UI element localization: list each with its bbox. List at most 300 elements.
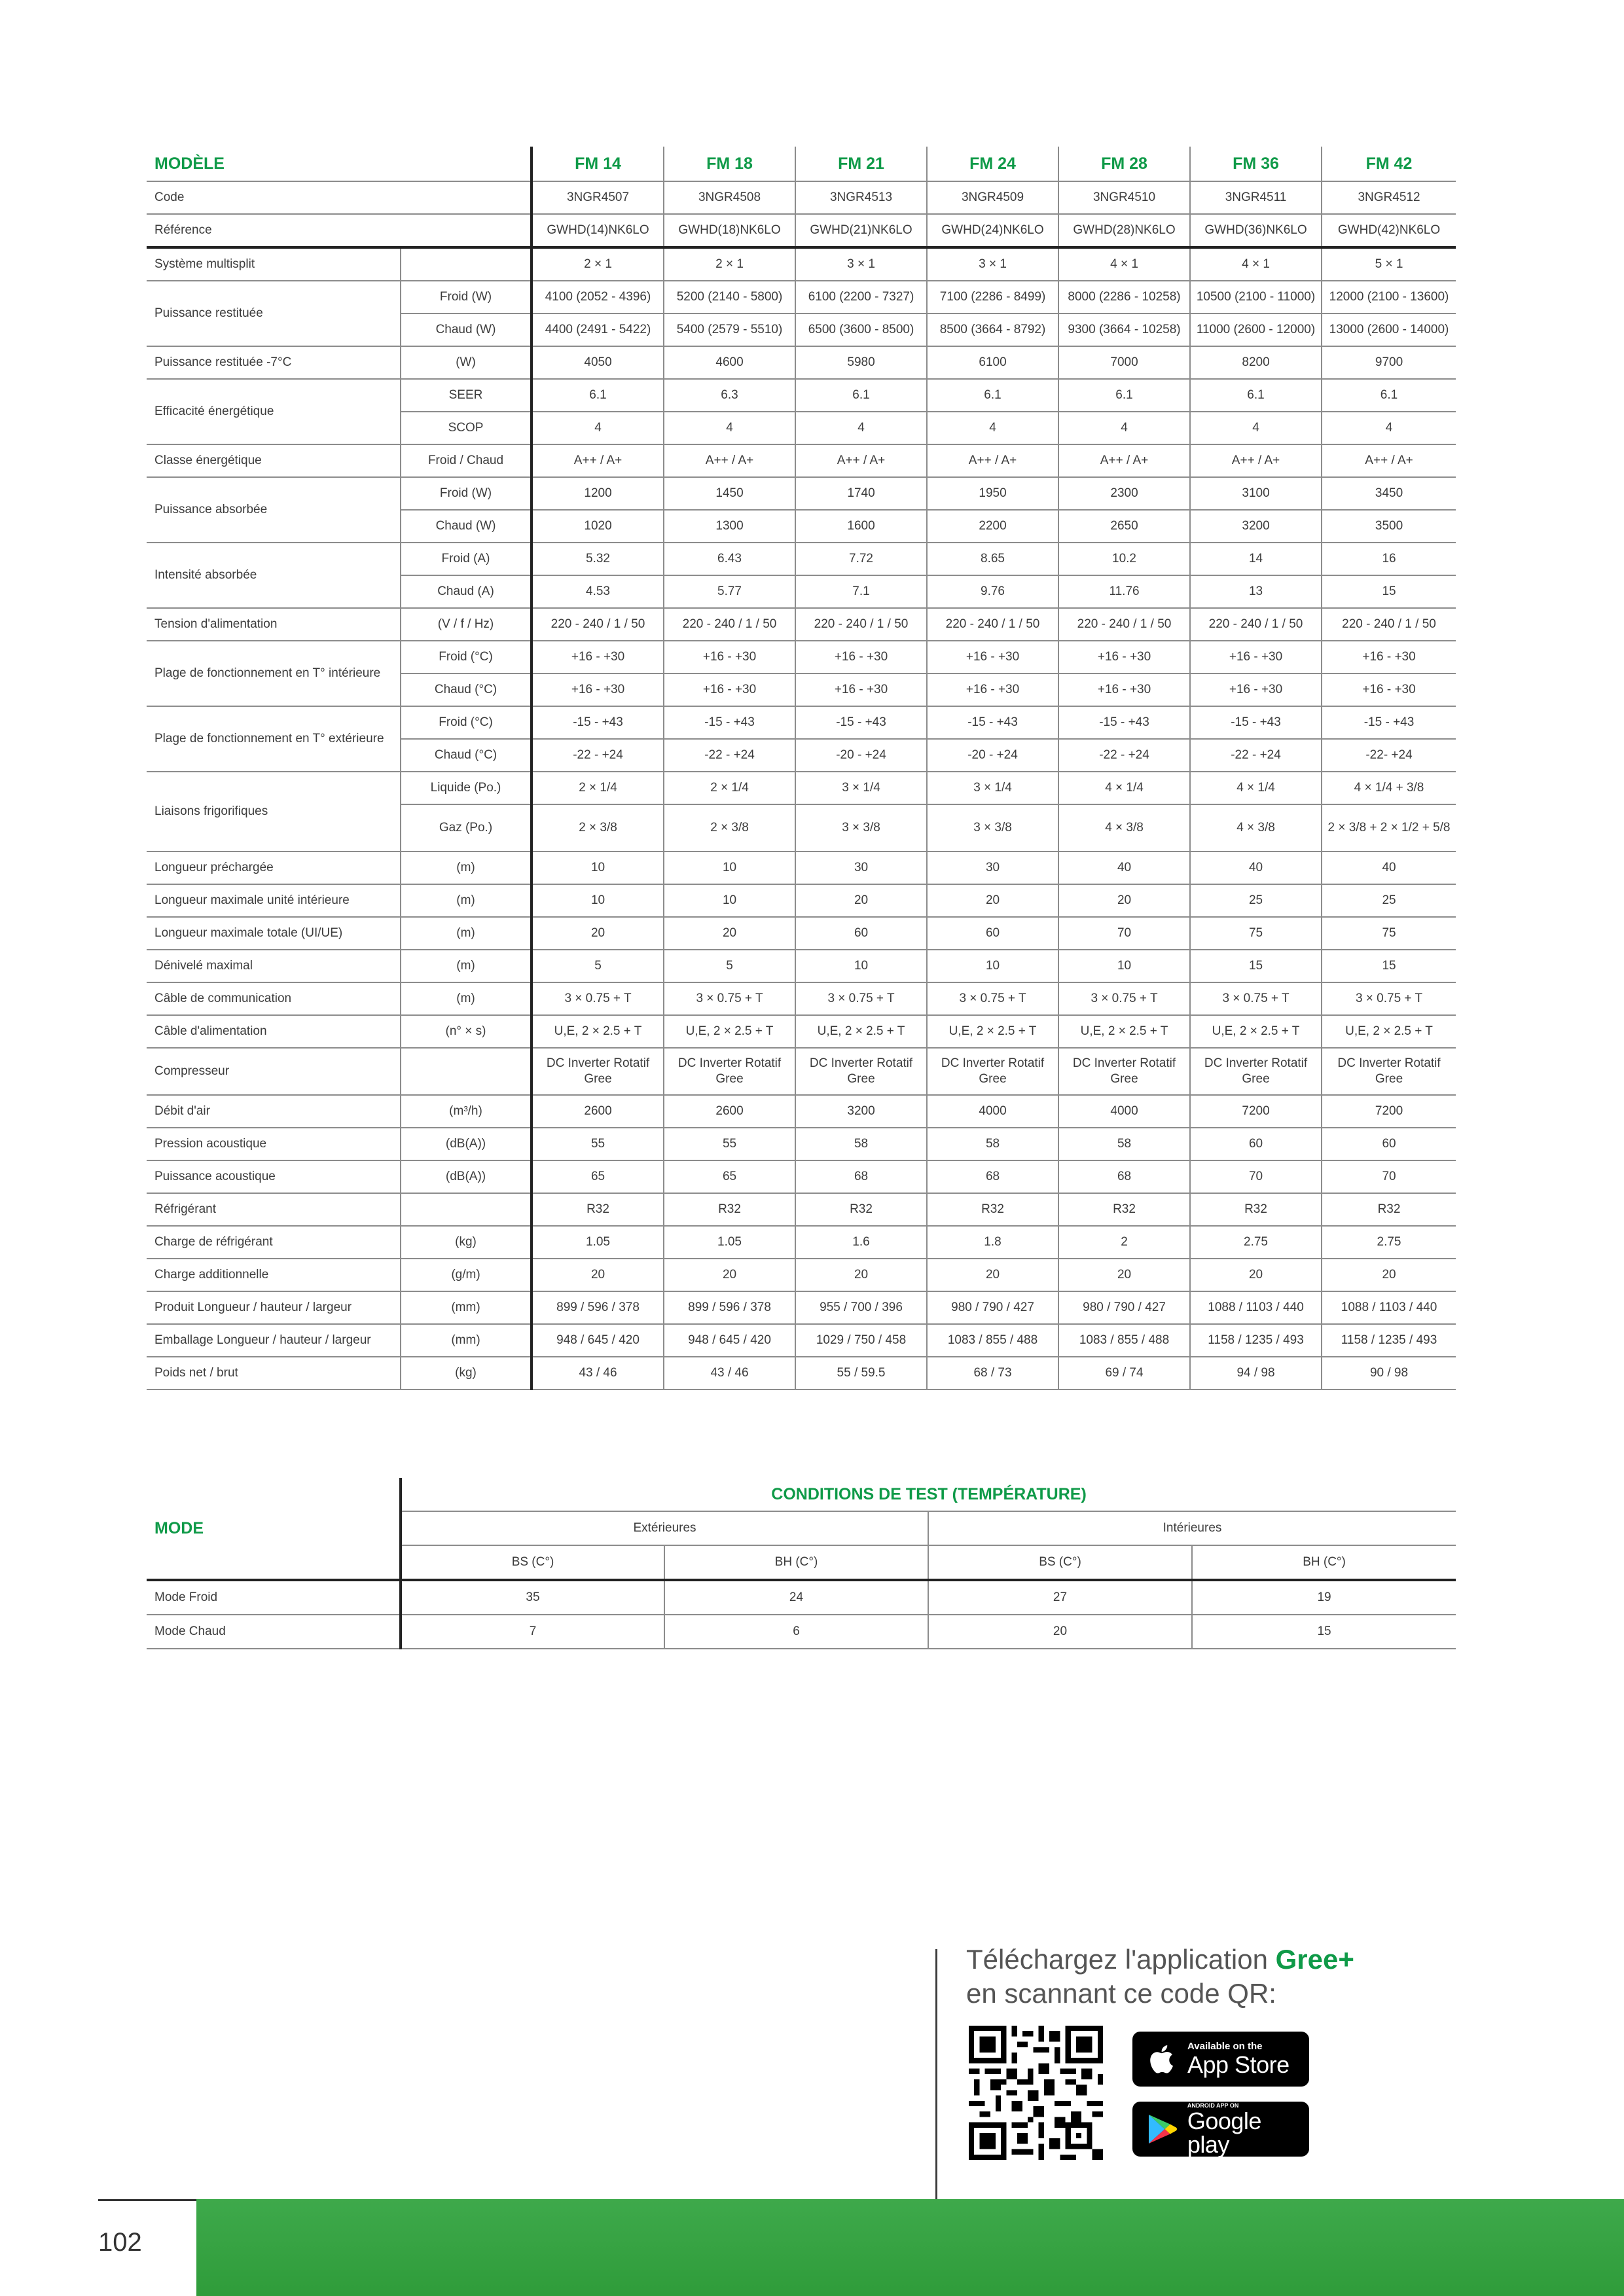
cell-value: 30 xyxy=(927,852,1058,884)
cell-value: GWHD(42)NK6LO xyxy=(1322,214,1456,247)
row-unit: Chaud (W) xyxy=(401,314,532,346)
cell-value: -22 - +24 xyxy=(1058,739,1190,772)
cell-value: 68 xyxy=(927,1160,1058,1193)
cell-value: 68 xyxy=(1058,1160,1190,1193)
reference-row xyxy=(147,214,1456,247)
cell-value: 58 xyxy=(1058,1128,1190,1160)
cell-value: 2 × 1 xyxy=(664,247,795,281)
cell-value: +16 - +30 xyxy=(1190,673,1322,706)
cell-value: 4 × 1 xyxy=(1190,247,1322,281)
cell-value: 980 / 790 / 427 xyxy=(1058,1291,1190,1324)
cell-value: 15 xyxy=(1322,950,1456,982)
row-unit: (m) xyxy=(401,852,532,884)
cell-value: 5200 (2140 - 5800) xyxy=(664,281,795,314)
cell-value: 1088 / 1103 / 440 xyxy=(1190,1291,1322,1324)
row-label: Efficacité énergétique xyxy=(147,379,401,444)
cell-value: 3 × 3/8 xyxy=(927,804,1058,852)
cell-value: 20 xyxy=(1058,884,1190,917)
subheader-label: BH (C°) xyxy=(664,1545,928,1580)
cell-value: 5.77 xyxy=(664,575,795,608)
cell-value: DC Inverter Rotatif Gree xyxy=(1058,1048,1190,1095)
row-unit: Froid (W) xyxy=(401,477,532,510)
row-unit xyxy=(401,1193,532,1226)
cell-value: 1300 xyxy=(664,510,795,543)
cell-value: 7 xyxy=(401,1615,664,1649)
cell-value: 8200 xyxy=(1190,346,1322,379)
cell-value: 4.53 xyxy=(532,575,664,608)
cell-value: 3NGR4513 xyxy=(795,181,927,214)
row-unit xyxy=(401,1048,532,1095)
cell-value: 65 xyxy=(664,1160,795,1193)
row-unit: SEER xyxy=(401,379,532,412)
spec-row xyxy=(147,982,1456,1015)
cell-value: -22 - +24 xyxy=(1190,739,1322,772)
spec-row xyxy=(147,608,1456,641)
cell-value: 980 / 790 / 427 xyxy=(927,1291,1058,1324)
cell-value: 1.05 xyxy=(664,1226,795,1259)
cell-value: 20 xyxy=(927,1259,1058,1291)
cell-value: 3 × 0.75 + T xyxy=(1322,982,1456,1015)
cell-value: 43 / 46 xyxy=(664,1357,795,1390)
cell-value: 2 xyxy=(1058,1226,1190,1259)
row-unit: Froid / Chaud xyxy=(401,444,532,477)
cell-value: +16 - +30 xyxy=(1322,673,1456,706)
cell-value: 899 / 596 / 378 xyxy=(532,1291,664,1324)
cell-value: 75 xyxy=(1190,917,1322,950)
cell-value: 220 - 240 / 1 / 50 xyxy=(795,608,927,641)
cell-value: 4 × 3/8 xyxy=(1190,804,1322,852)
cell-value: 3NGR4512 xyxy=(1322,181,1456,214)
cell-value: 10 xyxy=(927,950,1058,982)
cell-value: 2 × 3/8 + 2 × 1/2 + 5/8 xyxy=(1322,804,1456,852)
cell-value: R32 xyxy=(1058,1193,1190,1226)
row-unit: (kg) xyxy=(401,1357,532,1390)
cell-value: 9700 xyxy=(1322,346,1456,379)
cell-value: -22- +24 xyxy=(1322,739,1456,772)
row-unit: (dB(A)) xyxy=(401,1160,532,1193)
spec-row xyxy=(147,281,1456,314)
cell-value: 27 xyxy=(928,1580,1192,1615)
test-conditions-title: CONDITIONS DE TEST (TEMPÉRATURE) xyxy=(401,1478,1456,1511)
app-store-text xyxy=(1187,2041,1290,2077)
specifications-table xyxy=(147,147,1456,1390)
cell-value: -15 - +43 xyxy=(1058,706,1190,739)
row-label: Emballage Longueur / hauteur / largeur xyxy=(147,1324,401,1357)
cell-value: 4600 xyxy=(664,346,795,379)
cell-value: 8.65 xyxy=(927,543,1058,575)
cell-value: 3 × 0.75 + T xyxy=(1190,982,1322,1015)
cell-value: 69 / 74 xyxy=(1058,1357,1190,1390)
cell-value: 4050 xyxy=(532,346,664,379)
spec-row xyxy=(147,1048,1456,1095)
cell-value: DC Inverter Rotatif Gree xyxy=(1190,1048,1322,1095)
cell-value: 19 xyxy=(1192,1580,1456,1615)
cell-value: 90 / 98 xyxy=(1322,1357,1456,1390)
cell-value: 20 xyxy=(927,884,1058,917)
row-unit: SCOP xyxy=(401,412,532,444)
cell-value: 3200 xyxy=(795,1095,927,1128)
row-unit: (m) xyxy=(401,950,532,982)
cell-value: 3450 xyxy=(1322,477,1456,510)
row-unit: Froid (°C) xyxy=(401,641,532,673)
cell-value: 3 × 1/4 xyxy=(795,772,927,804)
cell-value: -20 - +24 xyxy=(927,739,1058,772)
cell-value: U,E, 2 × 2.5 + T xyxy=(927,1015,1058,1048)
cell-value: 6.1 xyxy=(927,379,1058,412)
cell-value: 3 × 1 xyxy=(927,247,1058,281)
cell-value: 14 xyxy=(1190,543,1322,575)
spec-row xyxy=(147,1128,1456,1160)
row-label: Longueur maximale totale (UI/UE) xyxy=(147,917,401,950)
row-unit: Liquide (Po.) xyxy=(401,772,532,804)
cell-value: 11.76 xyxy=(1058,575,1190,608)
cell-value: 12000 (2100 - 13600) xyxy=(1322,281,1456,314)
cell-value: DC Inverter Rotatif Gree xyxy=(795,1048,927,1095)
cell-value: U,E, 2 × 2.5 + T xyxy=(1190,1015,1322,1048)
row-unit: Gaz (Po.) xyxy=(401,804,532,852)
row-label: Câble d'alimentation xyxy=(147,1015,401,1048)
cell-value: 20 xyxy=(1058,1259,1190,1291)
footer-line xyxy=(98,2199,196,2201)
cell-value: A++ / A+ xyxy=(927,444,1058,477)
spec-row xyxy=(147,346,1456,379)
cell-value: 7100 (2286 - 8499) xyxy=(927,281,1058,314)
cell-value: GWHD(18)NK6LO xyxy=(664,214,795,247)
cell-value: 2600 xyxy=(532,1095,664,1128)
cell-value: 2650 xyxy=(1058,510,1190,543)
cell-value: DC Inverter Rotatif Gree xyxy=(927,1048,1058,1095)
cell-value: 9.76 xyxy=(927,575,1058,608)
row-label: Produit Longueur / hauteur / largeur xyxy=(147,1291,401,1324)
cell-value: -15 - +43 xyxy=(1322,706,1456,739)
row-unit: (mm) xyxy=(401,1324,532,1357)
cell-value: 13 xyxy=(1190,575,1322,608)
cell-value: 6.43 xyxy=(664,543,795,575)
google-play-small-text: ANDROID APP ON xyxy=(1187,2102,1239,2109)
app-brand: Gree+ xyxy=(1275,1944,1354,1975)
row-unit: Chaud (°C) xyxy=(401,673,532,706)
spec-row xyxy=(147,917,1456,950)
cell-value: -20 - +24 xyxy=(795,739,927,772)
cell-value: 1158 / 1235 / 493 xyxy=(1190,1324,1322,1357)
spec-row xyxy=(147,772,1456,804)
row-label: Longueur préchargée xyxy=(147,852,401,884)
spec-row xyxy=(147,1095,1456,1128)
row-label: Débit d'air xyxy=(147,1095,401,1128)
cell-value: 3NGR4510 xyxy=(1058,181,1190,214)
cell-value: 60 xyxy=(1190,1128,1322,1160)
cell-value: +16 - +30 xyxy=(1058,641,1190,673)
group-label: Extérieures xyxy=(401,1511,928,1545)
cell-value: 948 / 645 / 420 xyxy=(532,1324,664,1357)
cell-value: 2 × 3/8 xyxy=(664,804,795,852)
cell-value: 4 xyxy=(1322,412,1456,444)
row-unit: (mm) xyxy=(401,1291,532,1324)
cell-value: 6.1 xyxy=(1190,379,1322,412)
cell-value: 4 × 1/4 xyxy=(1190,772,1322,804)
cell-value: 5 xyxy=(532,950,664,982)
row-label: Puissance absorbée xyxy=(147,477,401,543)
row-label: Plage de fonctionnement en T° extérieure xyxy=(147,706,401,772)
cell-value: -15 - +43 xyxy=(664,706,795,739)
cell-value: 1600 xyxy=(795,510,927,543)
google-play-badge[interactable] xyxy=(1132,2102,1309,2157)
cell-value: +16 - +30 xyxy=(927,673,1058,706)
cell-value: 6500 (3600 - 8500) xyxy=(795,314,927,346)
cell-value: +16 - +30 xyxy=(1322,641,1456,673)
group-label: Intérieures xyxy=(928,1511,1456,1545)
cell-value: -15 - +43 xyxy=(1190,706,1322,739)
app-store-small-text: Available on the xyxy=(1187,2041,1263,2052)
cell-value: 4 xyxy=(1190,412,1322,444)
model-name: FM 36 xyxy=(1190,147,1322,181)
cell-value: 7200 xyxy=(1190,1095,1322,1128)
cell-value: A++ / A+ xyxy=(1190,444,1322,477)
cell-value: 10 xyxy=(664,852,795,884)
row-unit: Froid (W) xyxy=(401,281,532,314)
cell-value: GWHD(14)NK6LO xyxy=(532,214,664,247)
cell-value: 7000 xyxy=(1058,346,1190,379)
cell-value: 20 xyxy=(795,884,927,917)
cell-value: 3 × 0.75 + T xyxy=(532,982,664,1015)
spec-row xyxy=(147,1226,1456,1259)
spec-row xyxy=(147,1357,1456,1390)
cell-value: 5980 xyxy=(795,346,927,379)
cell-value: 2.75 xyxy=(1190,1226,1322,1259)
cell-value: 70 xyxy=(1190,1160,1322,1193)
cell-value: 6.1 xyxy=(1058,379,1190,412)
cell-value: 2300 xyxy=(1058,477,1190,510)
cell-value: 10.2 xyxy=(1058,543,1190,575)
cell-value: 65 xyxy=(532,1160,664,1193)
cell-value: R32 xyxy=(664,1193,795,1226)
row-unit: (m³/h) xyxy=(401,1095,532,1128)
row-label: Système multisplit xyxy=(147,247,401,281)
cell-value: -15 - +43 xyxy=(795,706,927,739)
row-label: Poids net / brut xyxy=(147,1357,401,1390)
spec-row xyxy=(147,1160,1456,1193)
cell-value: 58 xyxy=(795,1128,927,1160)
cell-value: 955 / 700 / 396 xyxy=(795,1291,927,1324)
cell-value: +16 - +30 xyxy=(532,641,664,673)
cell-value: 5.32 xyxy=(532,543,664,575)
cell-value: 3500 xyxy=(1322,510,1456,543)
cell-value: 10 xyxy=(1058,950,1190,982)
row-unit: Froid (°C) xyxy=(401,706,532,739)
cell-value: 30 xyxy=(795,852,927,884)
cell-value: U,E, 2 × 2.5 + T xyxy=(664,1015,795,1048)
row-label: Pression acoustique xyxy=(147,1128,401,1160)
spec-row xyxy=(147,247,1456,281)
cell-value: 6 xyxy=(664,1615,928,1649)
cell-value: 220 - 240 / 1 / 50 xyxy=(532,608,664,641)
cell-value: GWHD(36)NK6LO xyxy=(1190,214,1322,247)
cell-value: 4 xyxy=(795,412,927,444)
cell-value: R32 xyxy=(927,1193,1058,1226)
cell-value: 11000 (2600 - 12000) xyxy=(1190,314,1322,346)
cell-value: 68 / 73 xyxy=(927,1357,1058,1390)
row-unit: (n° × s) xyxy=(401,1015,532,1048)
cell-value: R32 xyxy=(1322,1193,1456,1226)
model-name: FM 42 xyxy=(1322,147,1456,181)
row-label: Longueur maximale unité intérieure xyxy=(147,884,401,917)
spec-row xyxy=(147,641,1456,673)
cell-value: 6100 (2200 - 7327) xyxy=(795,281,927,314)
row-label: Classe énergétique xyxy=(147,444,401,477)
cell-value: 1950 xyxy=(927,477,1058,510)
cell-value: 55 / 59.5 xyxy=(795,1357,927,1390)
cell-value: U,E, 2 × 2.5 + T xyxy=(795,1015,927,1048)
row-label: Intensité absorbée xyxy=(147,543,401,608)
app-store-badge[interactable] xyxy=(1132,2032,1309,2087)
cell-value: 6.1 xyxy=(795,379,927,412)
cell-value: 6100 xyxy=(927,346,1058,379)
cell-value: 3 × 1 xyxy=(795,247,927,281)
code-row xyxy=(147,181,1456,214)
row-unit: (V / f / Hz) xyxy=(401,608,532,641)
row-label: Liaisons frigorifiques xyxy=(147,772,401,852)
row-label: Câble de communication xyxy=(147,982,401,1015)
cell-value: 68 xyxy=(795,1160,927,1193)
cell-value: 1.8 xyxy=(927,1226,1058,1259)
cell-value: 40 xyxy=(1322,852,1456,884)
test-conditions-table xyxy=(147,1478,1456,1649)
cell-value: -22 - +24 xyxy=(664,739,795,772)
cell-value: 6.3 xyxy=(664,379,795,412)
cell-value: 3 × 3/8 xyxy=(795,804,927,852)
cell-value: U,E, 2 × 2.5 + T xyxy=(532,1015,664,1048)
cell-value: 3NGR4509 xyxy=(927,181,1058,214)
subheader-label: BH (C°) xyxy=(1192,1545,1456,1580)
model-name: FM 24 xyxy=(927,147,1058,181)
cell-value: 20 xyxy=(928,1615,1192,1649)
spec-row xyxy=(147,1193,1456,1226)
cell-value: DC Inverter Rotatif Gree xyxy=(532,1048,664,1095)
cell-value: 3NGR4507 xyxy=(532,181,664,214)
cell-value: DC Inverter Rotatif Gree xyxy=(664,1048,795,1095)
row-unit: (kg) xyxy=(401,1226,532,1259)
cell-value: +16 - +30 xyxy=(532,673,664,706)
google-play-big-text: Google play xyxy=(1187,2108,1261,2158)
cell-value: 60 xyxy=(1322,1128,1456,1160)
google-play-icon xyxy=(1144,2111,1181,2147)
cell-value: 3 × 0.75 + T xyxy=(1058,982,1190,1015)
cell-value: 4 xyxy=(532,412,664,444)
cell-value: A++ / A+ xyxy=(532,444,664,477)
cell-value: 1740 xyxy=(795,477,927,510)
model-name: FM 14 xyxy=(532,147,664,181)
cell-value: 3 × 1/4 xyxy=(927,772,1058,804)
cell-value: 2 × 1 xyxy=(532,247,664,281)
cell-value: 55 xyxy=(532,1128,664,1160)
row-unit: (m) xyxy=(401,884,532,917)
cell-value: GWHD(21)NK6LO xyxy=(795,214,927,247)
cell-value: 8000 (2286 - 10258) xyxy=(1058,281,1190,314)
page-number: 102 xyxy=(98,2228,142,2257)
cell-value: 3NGR4508 xyxy=(664,181,795,214)
row-label: Dénivelé maximal xyxy=(147,950,401,982)
cell-value: 20 xyxy=(664,1259,795,1291)
cell-value: U,E, 2 × 2.5 + T xyxy=(1058,1015,1190,1048)
cell-value: +16 - +30 xyxy=(664,673,795,706)
row-unit: (m) xyxy=(401,917,532,950)
cell-value: 10 xyxy=(532,852,664,884)
cell-value: 10 xyxy=(532,884,664,917)
cell-value: 220 - 240 / 1 / 50 xyxy=(1322,608,1456,641)
cell-value: +16 - +30 xyxy=(795,641,927,673)
cell-value: 2 × 3/8 xyxy=(532,804,664,852)
cell-value: GWHD(24)NK6LO xyxy=(927,214,1058,247)
qr-code[interactable] xyxy=(969,2026,1103,2160)
row-label: Code xyxy=(147,181,532,214)
cell-value: R32 xyxy=(532,1193,664,1226)
cell-value: 1450 xyxy=(664,477,795,510)
cell-value: 3NGR4511 xyxy=(1190,181,1322,214)
cell-value: 4 × 1/4 + 3/8 xyxy=(1322,772,1456,804)
cell-value: 4 × 3/8 xyxy=(1058,804,1190,852)
cell-value: -22 - +24 xyxy=(532,739,664,772)
cell-value: 60 xyxy=(927,917,1058,950)
cell-value: 8500 (3664 - 8792) xyxy=(927,314,1058,346)
cell-value: 220 - 240 / 1 / 50 xyxy=(664,608,795,641)
cell-value: 5 xyxy=(664,950,795,982)
row-label: Réfrigérant xyxy=(147,1193,401,1226)
cell-value: 9300 (3664 - 10258) xyxy=(1058,314,1190,346)
cell-value: 20 xyxy=(1322,1259,1456,1291)
cell-value: 94 / 98 xyxy=(1190,1357,1322,1390)
cell-value: 2200 xyxy=(927,510,1058,543)
test-row xyxy=(147,1580,1456,1615)
cell-value: A++ / A+ xyxy=(1058,444,1190,477)
cell-value: 1.6 xyxy=(795,1226,927,1259)
cell-value: 4 xyxy=(1058,412,1190,444)
cell-value: +16 - +30 xyxy=(795,673,927,706)
google-play-text xyxy=(1187,2102,1309,2157)
cell-value: 3 × 0.75 + T xyxy=(927,982,1058,1015)
cell-value: 4000 xyxy=(1058,1095,1190,1128)
cell-value: 15 xyxy=(1322,575,1456,608)
subheader-label: BS (C°) xyxy=(401,1545,664,1580)
cell-value: R32 xyxy=(1190,1193,1322,1226)
row-label: Puissance restituée xyxy=(147,281,401,346)
spec-row xyxy=(147,1259,1456,1291)
cell-value: 4100 (2052 - 4396) xyxy=(532,281,664,314)
cell-value: +16 - +30 xyxy=(1190,641,1322,673)
app-text-line1: Téléchargez l'application xyxy=(966,1944,1276,1975)
cell-value: A++ / A+ xyxy=(1322,444,1456,477)
row-label: Tension d'alimentation xyxy=(147,608,401,641)
cell-value: 1029 / 750 / 458 xyxy=(795,1324,927,1357)
cell-value: 40 xyxy=(1058,852,1190,884)
cell-value: 220 - 240 / 1 / 50 xyxy=(1058,608,1190,641)
cell-value: DC Inverter Rotatif Gree xyxy=(1322,1048,1456,1095)
cell-value: 1088 / 1103 / 440 xyxy=(1322,1291,1456,1324)
row-label: Charge de réfrigérant xyxy=(147,1226,401,1259)
cell-value: A++ / A+ xyxy=(664,444,795,477)
model-header-label: MODÈLE xyxy=(147,147,532,181)
cell-value: 5 × 1 xyxy=(1322,247,1456,281)
cell-value: 4 xyxy=(664,412,795,444)
cell-value: 25 xyxy=(1190,884,1322,917)
spec-row xyxy=(147,444,1456,477)
model-name: FM 21 xyxy=(795,147,927,181)
cell-value: 40 xyxy=(1190,852,1322,884)
row-label: Puissance acoustique xyxy=(147,1160,401,1193)
row-unit: Chaud (°C) xyxy=(401,739,532,772)
cell-value: 6.1 xyxy=(1322,379,1456,412)
cell-value: 20 xyxy=(664,917,795,950)
cell-value: 1.05 xyxy=(532,1226,664,1259)
